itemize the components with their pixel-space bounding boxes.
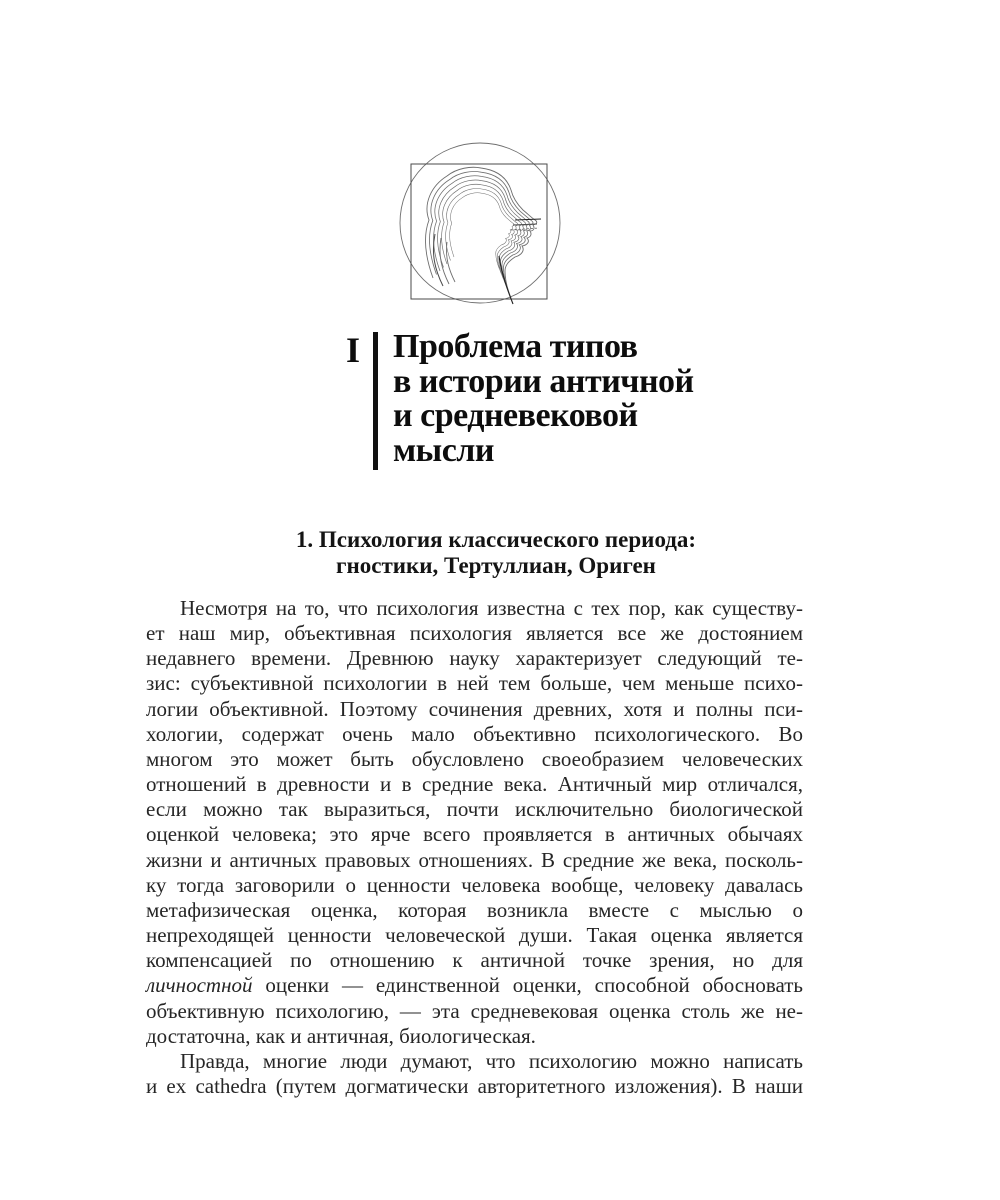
mouth-line xyxy=(515,219,541,220)
body-run-italic: личностной xyxy=(146,973,253,998)
body-run: достаточна, как и античная, биологическая. xyxy=(146,1023,536,1048)
body-run: отношений в древности и в средние века. Античный мир отличался, xyxy=(146,772,803,797)
hair-strand xyxy=(446,242,455,282)
body-run: оценкой человека; это ярче всего проявляется в античных обычаях xyxy=(146,822,803,847)
body-line xyxy=(146,1074,803,1099)
body-run: компенсацией по отношению к античной точке зрения, но для xyxy=(146,948,803,973)
body-run: логии объективной. Поэтому сочинения древних, хотя и полны пси- xyxy=(146,696,803,721)
body-run: объективную психологию, — эта средневековая оценка столь же не- xyxy=(146,998,803,1023)
body-run: ку тогда заговорили о ценности человека вообще, человеку давалась xyxy=(146,872,803,897)
body-line xyxy=(146,596,803,621)
chapter-title xyxy=(393,330,694,468)
body-line xyxy=(146,671,803,696)
body-line xyxy=(146,1049,803,1074)
chapter-numeral: I xyxy=(346,330,361,370)
emblem-circle xyxy=(400,143,560,303)
body-run: недавнего времени. Древнюю науку характеризует следующий те- xyxy=(146,646,803,671)
section-heading xyxy=(146,527,846,578)
body-run: Правда, многие люди думают, что психологию можно написать xyxy=(180,1048,803,1073)
body-line xyxy=(146,822,803,847)
body-line xyxy=(146,973,803,998)
body-run: оценки — единственной оценки, способной обосновать xyxy=(252,973,803,998)
body-line xyxy=(146,747,803,772)
body-line xyxy=(146,722,803,747)
chapter-title-line: мысли xyxy=(393,431,494,469)
body-line xyxy=(146,923,803,948)
section-heading-line: гностики, Тертуллиан, Ориген xyxy=(336,552,656,578)
chapter-title-line: и средневековой xyxy=(393,397,638,434)
body-line xyxy=(146,898,803,923)
body-run: и ex cathedra (путем догматически авторитетного изложения). В наши xyxy=(146,1073,803,1098)
body-line xyxy=(146,948,803,973)
body-line xyxy=(146,621,803,646)
section-heading-line: 1. Психология классического периода: xyxy=(295,527,697,552)
chapter-divider-bar xyxy=(373,332,378,470)
body-run: ет наш мир, объективная психология является все же достоянием xyxy=(146,621,803,646)
body-text xyxy=(146,596,803,1099)
chapter-title-line: Проблема типов xyxy=(393,328,638,365)
body-line xyxy=(146,873,803,898)
body-line xyxy=(146,797,803,822)
head-profile-contours xyxy=(426,167,541,304)
body-line xyxy=(146,646,803,671)
body-line xyxy=(146,1024,803,1049)
body-run: жизни и античных правовых отношениях. В средние же века, посколь- xyxy=(146,847,803,872)
body-run: если можно так выразиться, почти исключительно биологической xyxy=(146,797,803,822)
body-run: многом это может быть обусловлено своеобразием человеческих xyxy=(146,746,803,771)
body-run: зис: субъективной психологии в ней тем больше, чем меньше психо- xyxy=(146,671,803,696)
chapter-heading xyxy=(346,330,694,470)
body-run: метафизическая оценка, которая возникла вместе с мыслью о xyxy=(146,897,803,922)
body-line xyxy=(146,697,803,722)
body-line xyxy=(146,848,803,873)
chapter-title-line: в истории античной xyxy=(393,362,694,400)
body-line xyxy=(146,772,803,797)
body-line xyxy=(146,999,803,1024)
lip-dotted-line xyxy=(511,228,539,230)
head-profile-illustration xyxy=(395,138,565,308)
body-run: Несмотря на то, что психология известна с тех пор, как существу- xyxy=(180,596,803,620)
body-run: хологии, содержат очень мало объективно психологического. Во xyxy=(146,721,803,746)
body-run: непреходящей ценности человеческой души. Такая оценка является xyxy=(146,923,803,948)
